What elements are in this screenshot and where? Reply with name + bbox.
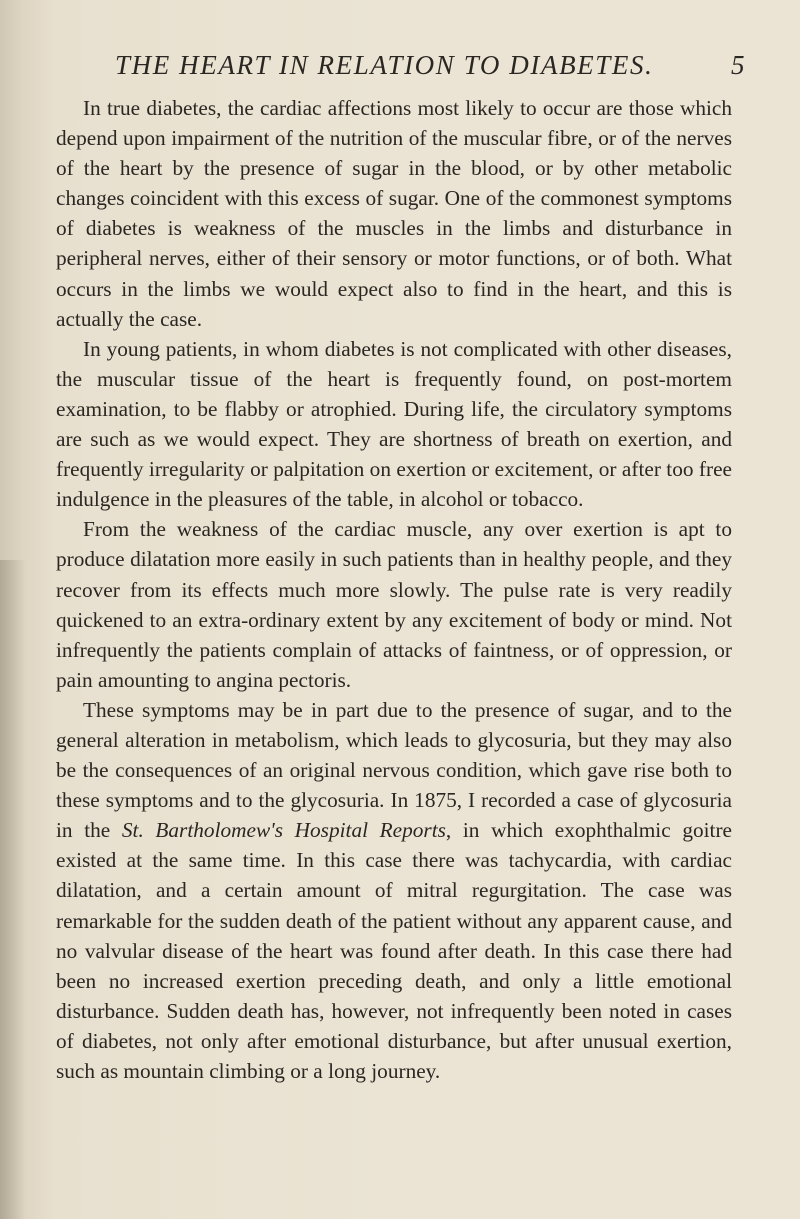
paragraph-1: In true diabetes, the cardiac affections most likely to occur are those which depend upon impairment of the nutrition of the muscular fibre, or of the nerves of the heart by the presence of sugar in the blood, or by other metabolic changes coincident with this excess of sugar. One of the commonest symptoms of diabetes is weakness of the muscles in the limbs and disturbance in peripheral nerves, either of their sensory or motor functions, or of both. What occurs in the limbs we would expect also to find in the heart, and this is actually the case. (56, 96, 732, 331)
body-text (56, 93, 732, 1086)
page-number: 5 (731, 50, 745, 80)
paragraph-4-before-reference: These symptoms may be in part due to the presence of sugar, and to the general alteration in metabolism, which leads to glycosuria, but they may also be the consequences of an original nervous condition, which gave rise both to these symptoms and to the glycosuria. In 1875, I recorded a case of glycosuria in the (56, 697, 732, 843)
reference-title: St. Bartholomew's Hospital Reports (121, 818, 446, 843)
paragraph-4 (56, 695, 732, 1086)
paragraph-4-after-reference: , in which exophthalmic goitre existed at the same time. In this case there was tachycardia, with cardiac dilatation, and a certain amount of mitral regurgitation. The case was remarkable for the sudden death of the patient without any apparent cause, and no valvular disease of the heart was found after death. In this case there had been no increased exertion preceding death, and only a little emotional disturbance. Sudden death has, however, not infrequently been noted in cases of diabetes, not only after emotional disturbance, but after unusual exertion, such as mountain climbing or a long journey. (56, 818, 732, 1083)
running-head (0, 50, 800, 90)
binding-shadow (0, 560, 26, 1219)
running-title: THE HEART IN RELATION TO DIABETES. (115, 50, 654, 80)
paragraph-2: In young patients, in whom diabetes is not complicated with other diseases, the muscular tissue of the heart is frequently found, on post-mortem examination, to be flabby or atrophied. During life, the circulatory symptoms are such as we would expect. They are shortness of breath on exertion, and frequently irregularity or palpitation on exertion or excitement, or after too free indulgence in the pleasures of the table, in alcohol or tobacco. (56, 336, 732, 512)
paragraph-3: From the weakness of the cardiac muscle, any over exertion is apt to produce dilatation more easily in such patients than in healthy people, and they recover from its effects much more slowly. The pulse rate is very readily quickened to an extra-ordinary extent by any excitement of body or mind. Not infrequently the patients complain of attacks of faintness, or of oppression, or pain amounting to angina pectoris. (56, 517, 732, 692)
